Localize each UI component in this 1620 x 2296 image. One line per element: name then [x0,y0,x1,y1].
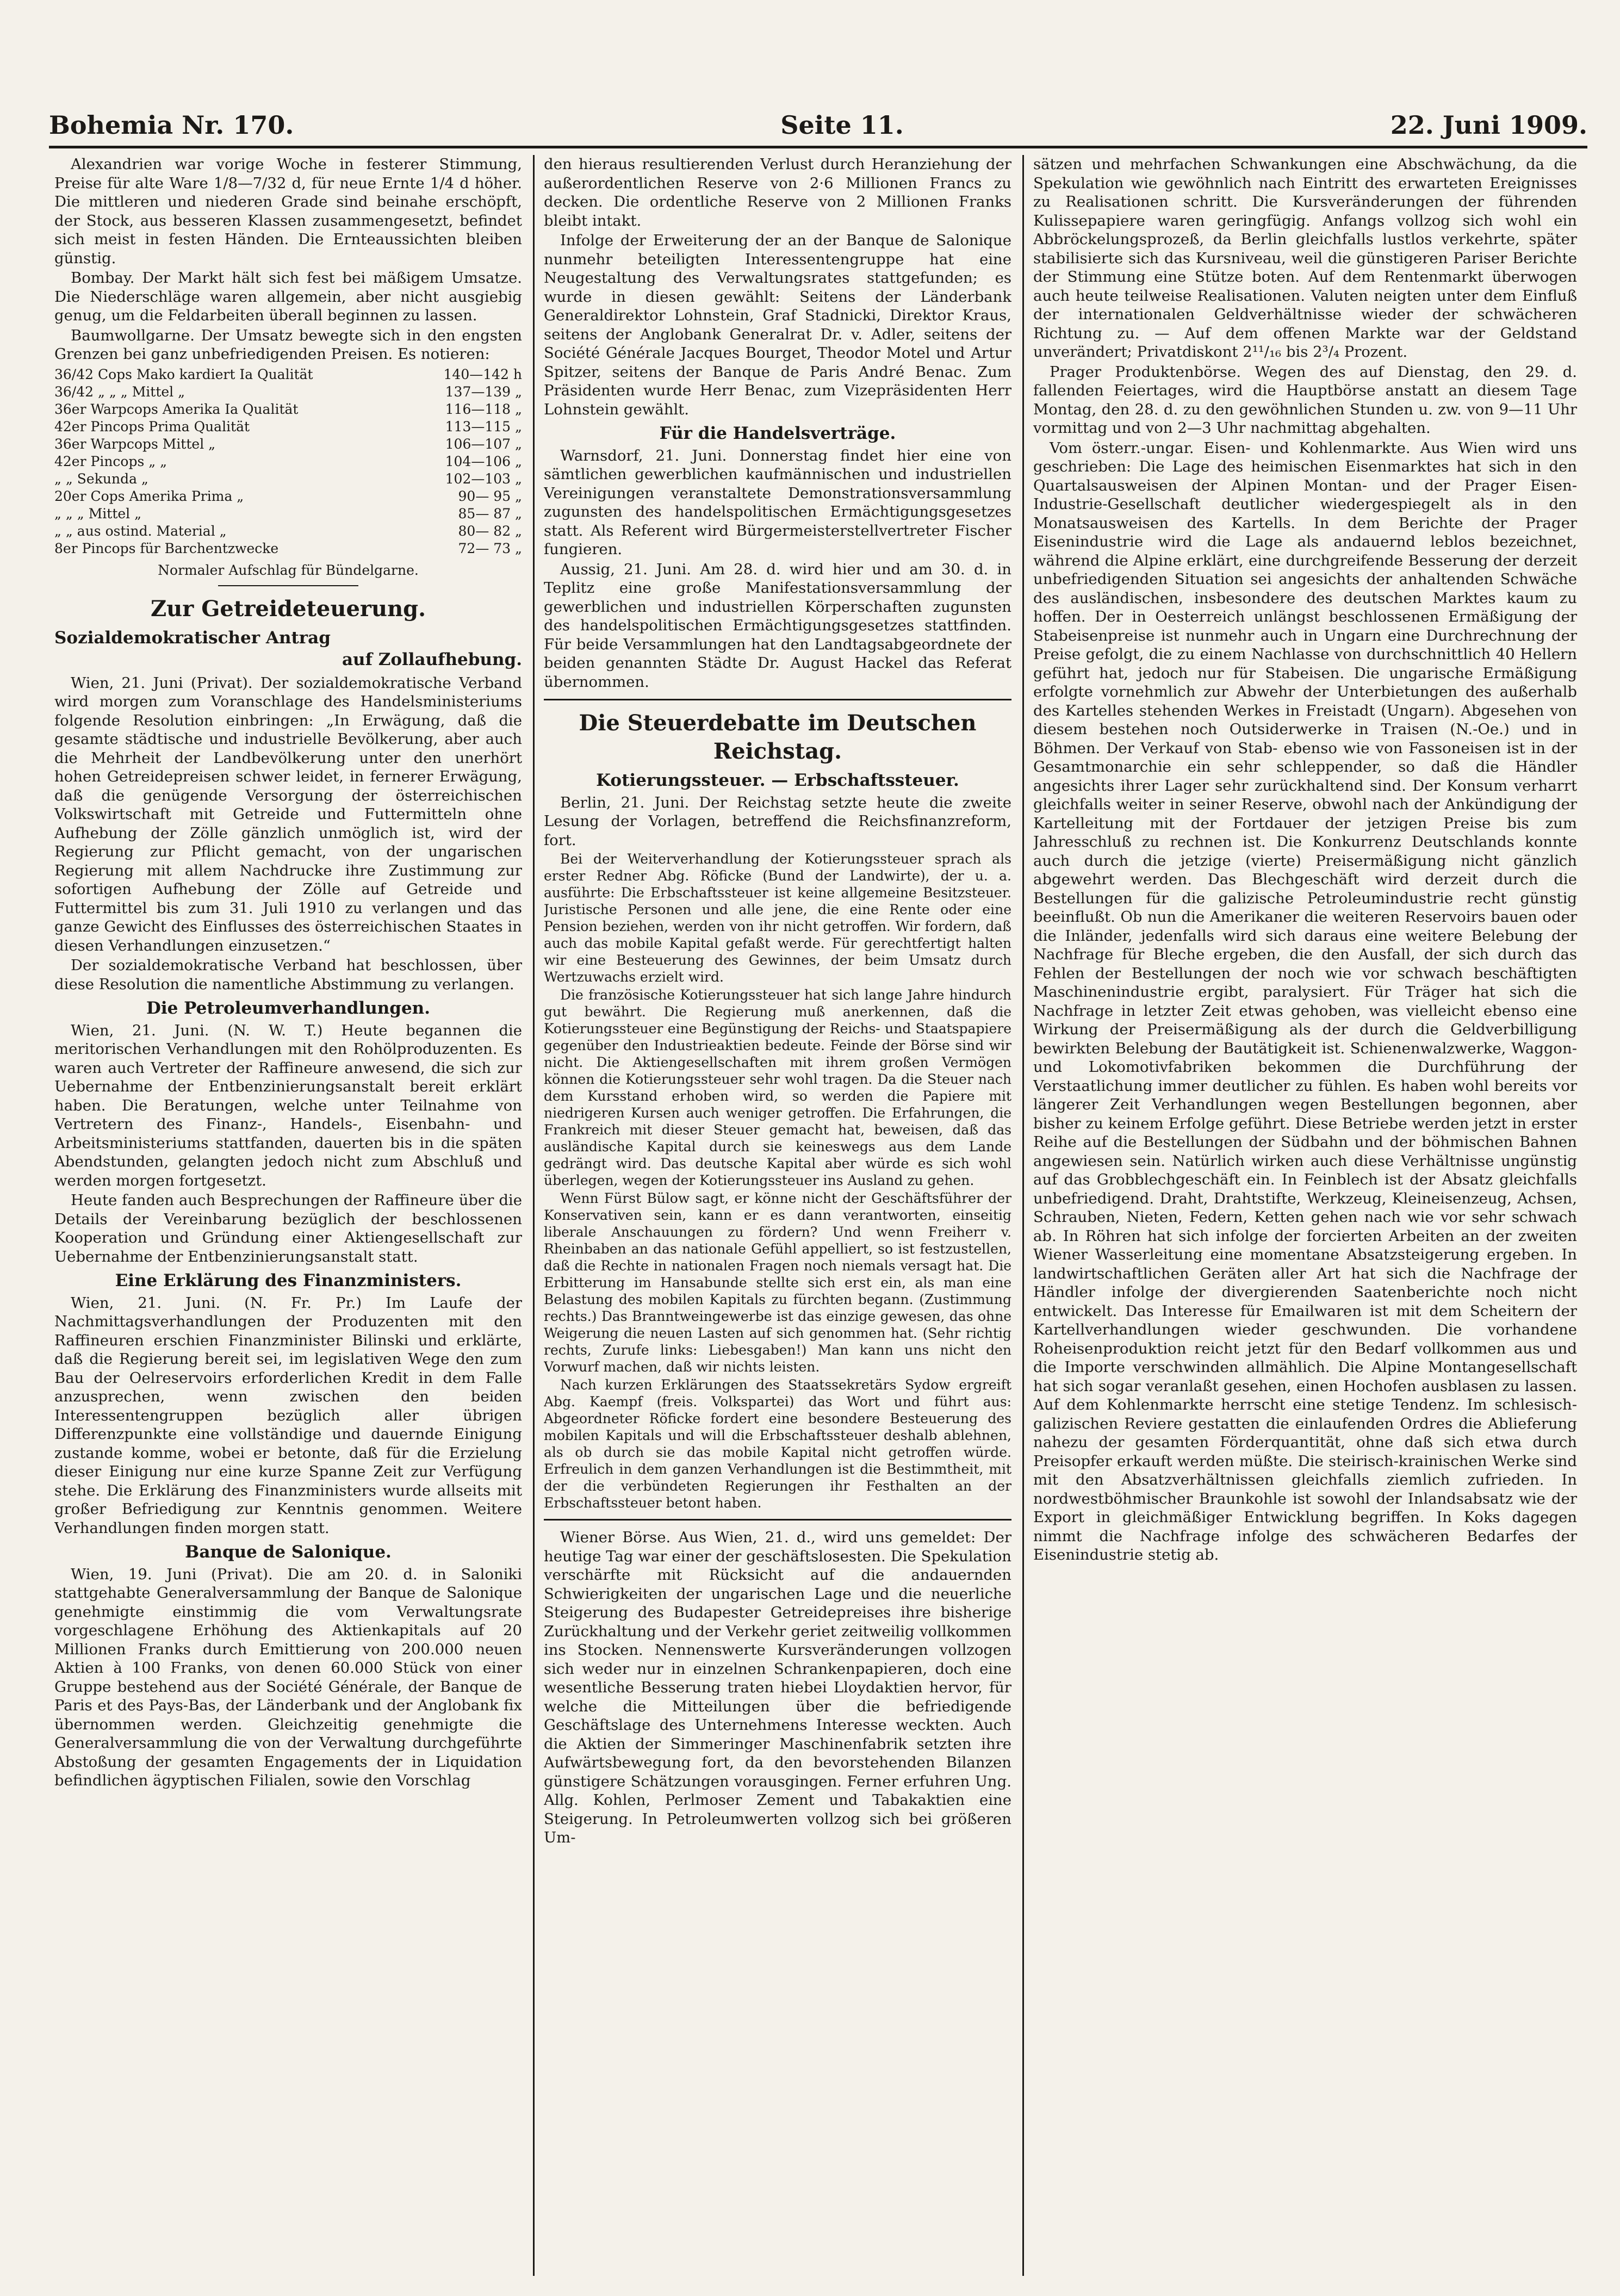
price-table [54,366,522,557]
column-1 [54,155,522,2287]
finance-minister-paragraph: Wien, 21. Juni. (N. Fr. Pr.) Im Laufe der Nachmittagsverhandlungen der Produzenten mit den Raffineuren erschien Finanzminister Bilinski und erklärte, daß die Regierung bereit sei, im legislativen Wege den zum Bau der Oelreservoirs erforderlichen Kredit in dem Falle anzusprechen, wenn zwischen den beiden Interessentengruppen bezüglich aller übrigen Differenzpunkte eine vollständige und dauernde Einigung zustande komme, wobei er betonte, daß für die Erzielung dieser Einigung nur eine kurze Spanne Zeit zur Verfügung stehe. Die Erklärung des Finanzministers wurde allseits mit großer Befriedigung zur Kenntnis genommen. Weitere Verhandlungen finden morgen statt. [54,1294,522,1537]
price-note: Normaler Aufschlag für Bündelgarne. [158,562,419,578]
price-row [54,453,522,470]
price-row [54,540,522,557]
price-value: 72— 73 „ [458,540,522,556]
bombay-paragraph: Bombay. Der Markt hält sich fest bei mäßigem Umsatze. Die Niederschläge waren allgemein, aber nicht ausgiebig genug, um die Feldarbeiten überall beginnen zu lassen. [54,269,522,324]
petroleum-paragraph-1: Wien, 21. Juni. (N. W. T.) Heute begannen die meritorischen Verhandlungen mit den Rohölproduzenten. Es waren auch Vertreter der Raffineure anwesend, die sich zur Uebernahme der Entbenzinierungsanstalt bereit erklärt haben. Die Beratungen, welche unter Teilnahme von Vertretern des Finanz-, Handels-, Eisenbahn- und Arbeitsministeriums stattfanden, dauerten bis in die späten Abendstunden, gelangten jedoch nicht zum Abschluß und werden morgen fortgesetzt. [54,1021,522,1189]
price-value: 85— 87 „ [458,505,522,522]
price-row [54,366,522,383]
price-value: 102—103 „ [445,470,522,487]
subheading-tariff: auf Zollaufhebung. [342,650,522,669]
aussig-paragraph: Aussig, 21. Juni. Am 28. d. wird hier und am 30. d. in Teplitz eine große Manifestationsversammlung der gewerblichen und industriellen Körperschaften zugunsten des handelspolitischen Ermächtigungsgesetzes stattfinden. Für beide Versammlungen hat den Landtagsabgeordnete der beiden genannten Städte Dr. August Hackel das Referat übernommen. [544,560,1011,691]
price-value: 80— 82 „ [458,523,522,539]
price-value: 113—115 „ [445,418,522,435]
price-row [54,436,522,453]
warnsdorf-paragraph: Warnsdorf, 21. Juni. Donnerstag findet hier eine von sämtlichen gewerblichen kaufmännischen und industriellen Vereinigungen veranstaltete Demonstrationsversammlung zugunsten des handelspolitischen Ermächtigungsgesetzes statt. Als Referent wird Bürgermeisterstellvertreter Fischer fungieren. [544,446,1011,558]
masthead [49,103,1587,147]
salonique-paragraph: Wien, 19. Juni (Privat). Die am 20. d. in Saloniki stattgehabte Generalversammlung der Banque de Salonique genehmigte einstimmig die vom Verwaltungsrate vorgeschlagene Erhöhung des Aktienkapitals auf 20 Millionen Franks durch Emittierung von 200.000 neuen Aktien à 100 Franks, von denen 60.000 Stück von einer Gruppe bestehend aus der Société Générale, der Banque de Paris et des Pays-Bas, der Länderbank und der Anglobank fix übernommen werden. Gleichzeitig genehmigte die Generalversammlung die von der Verwaltung durchgeführte Abstoßung der gesamten Engagements der in Liquidation befindlichen ägyptischen Filialen, sowie den Vorschlag [54,1565,522,1789]
price-value: 140—142 h [443,366,522,382]
column-divider-2 [1022,155,1024,2276]
header-issue: Bohemia Nr. 170. [49,110,294,140]
column-3 [1033,155,1577,2287]
price-item: „ „ Sekunda „ [54,470,148,487]
column-2 [544,155,1011,2287]
price-item: „ „ „ Mittel „ [54,505,142,522]
price-item: 36er Warpcops Amerika Ia Qualität [54,401,299,417]
price-item: „ „ aus ostind. Material „ [54,523,227,539]
price-row [54,383,522,401]
heading-petroleum: Die Petroleumverhandlungen. [146,998,431,1018]
price-item: 20er Cops Amerika Prima „ [54,488,244,504]
section-rule [544,699,1011,700]
heading-banque-salonique: Banque de Salonique. [185,1542,392,1562]
debate-paragraph-1: Bei der Weiterverhandlung der Kotierungssteuer sprach als erster Redner Abg. Röficke (Bund der Landwirte), der u. a. ausführte: Die Erbschaftssteuer ist keine allgemeine Besitzsteuer. Juristische Personen und alle jene, die eine Rente oder eine Pension beziehen, werden von ihr nicht getroffen. Wir fordern, daß auch das mobile Kapital gefaßt werde. Für gerechtfertigt halten wir eine Besteuerung des Gewinnes, der beim Umsatz durch Wertzuwachs erzielt wird. [544,851,1011,985]
price-value: 137—139 „ [445,383,522,400]
exchange-continued: sätzen und mehrfachen Schwankungen eine Abschwächung, da die Spekulation wie gewöhnlich nach Eintritt des erwarteten Ereignisses zu Realisationen schritt. Die Kursveränderungen der führenden Kulissepapiere waren geringfügig. Anfangs vollzog sich wohl ein Abbröckelungsprozeß, da Berlin gleichfalls lustlos verkehrte, später stabilisierte sich das Kursniveau, weil die günstigeren Pariser Berichte der Stimmung eine Stütze boten. Auf dem Rentenmarkt überwogen auch heute teilweise Realisationen. Valuten neigten unter dem Einfluß der internationalen Geldverhältnisse wieder der schwächeren Richtung zu. — Auf dem offenen Markte war der Geldstand unverändert; Privatdiskont 2¹¹/₁₆ bis 2³/₄ Prozent. [1033,156,1577,361]
subheading-motion: Sozialdemokratischer Antrag [54,628,331,648]
heading-finance-minister: Eine Erklärung des Finanzministers. [115,1271,462,1290]
price-item: 42er Pincops Prima Qualität [54,418,250,435]
subheading-taxes: Kotierungssteuer. — Erbschaftssteuer. [596,771,959,790]
salonique-continued: den hieraus resultierenden Verlust durch Heranziehung der außerordentlichen Reserve von 2·6 Millionen Francs zu decken. Die ordentliche Reserve von 2 Millionen Franks bleibt intakt. [544,156,1011,229]
heading-grain-prices: Zur Getreideteuerung. [150,595,426,622]
board-paragraph: Infolge der Erweiterung der an der Banque de Salonique nunmehr beteiligten Interessentengruppe hat eine Neugestaltung des Verwaltungsrates stattgefunden; es wurde in diesen gewählt: Seitens der Länderbank Generaldirektor Lohnstein, Graf Stadnicki, Direktor Kraus, seitens der Anglobank Generalrat Dr. v. Adler, seitens der Société Générale Jacques Bourget, Theodor Motel und Artur Spitzer, seitens der Banque de Paris André Benac. Zum Präsidenten wurde Herr Benac, zum Vizepräsidenten Herr Lohnstein gewählt. [544,232,1011,418]
vienna-exchange-paragraph: Wiener Börse. Aus Wien, 21. d., wird uns gemeldet: Der heutige Tag war einer der geschäftslosesten. Die Spekulation verschärfte mit Rücksicht auf die andauernden Schwierigkeiten der ungarischen Lage und die neuerliche Steigerung des Budapester Getreidepreises ihre bisherige Zurückhaltung und der Verkehr geriet zeitweilig vollkommen ins Stocken. Nennenswerte Kursveränderungen vollzogen sich weder nur in einzelnen Schrankenpapieren, doch eine wesentliche Besserung traten hiebei Lloydaktien hervor, für welche die Mitteilungen über die befriedigende Geschäftslage des Unternehmens Interesse weckten. Auch die Aktien der Simmeringer Maschinenfabrik setzten ihre Aufwärtsbewegung fort, da den bevorstehenden Bilanzen günstigere Schätzungen vorausgingen. Ferner erfuhren Ung. Allg. Kohlen, Perlmoser Zement und Tabakaktien eine Steigerung. In Petroleumwerten vollzog sich bei größeren Um- [544,1529,1011,1846]
heading-trade-treaties: Für die Handelsverträge. [659,424,896,443]
iron-coal-market-paragraph: Vom österr.-ungar. Eisen- und Kohlenmarkte. Aus Wien wird uns geschrieben: Die Lage des heimischen Eisenmarktes hat sich in den Quartalsausweisen der Alpinen Montan- und der Prager Eisen-Industrie-Gesellschaft deutlicher wiedergespiegelt als in den Monatsausweisen des Kartells. In dem Berichte der Prager Eisenindustrie wird die Lage als andauernd leblos bezeichnet, während die Alpine erklärt, eine durchgreifende Besserung der derzeit unbefriedigenden Situation sei angesichts der anhaltenden Schwäche des ausländischen, insbesondere des deutschen Marktes kaum zu hoffen. Der in Oesterreich unlängst beschlossenen Ermäßigung der Stabeisenpreise ist nunmehr auch in Ungarn eine Durchrechnung der Preise gefolgt, die zu einem Nachlasse von durchschnittlich 40 Hellern geführt hat, jedoch nur für Stabeisen. Die ungarische Ermäßigung erfolgte vornehmlich zur Abwehr der Unterbietungen des außerhalb des Kartelles stehenden Werkes in Freistadt (Ungarn). Abgesehen von diesem bestehen noch Outsiderwerke in Traisen (N.-Oe.) und in Böhmen. Der Verkauf von Stab- ebenso wie von Fassoneisen ist in der Gesamtmonarchie ein sehr schleppender, so daß die Händler angesichts ihrer Lager sehr zurückhaltend sind. Der Konsum verharrt gleichfalls weiter in seiner Reserve, obwohl nach der Ankündigung der Kartelleitung mit der Fortdauer der jetzigen Preise bis zum Jahresschluß zu rechnen ist. Die Konkurrenz Deutschlands konnte auch durch die jetzige (vierte) Preisermäßigung nicht gänzlich abgewehrt werden. Das Blechgeschäft wird derzeit durch die Bestellungen für die galizische Petroleumindustrie recht günstig beeinflußt. Ob nun die Amerikaner die weiteren Reservoirs bauen oder die Inländer, jedenfalls wird sich daraus eine weitere Belebung der Nachfrage für Bleche ergeben, die den Ausfall, der sich durch das Fehlen der Bestellungen der noch wie vor schwach beschäftigten Maschinenindustrie ergibt, paralysiert. Für Träger hat sich die Nachfrage in letzter Zeit etwas gehoben, was vielleicht ebenso eine Wirkung der Preisermäßigung als der durch die Geldverbilligung bewirkten Belebung der Bautätigkeit ist. Schienenwalzwerke, Waggon- und Lokomotivfabriken bekommen die Durchführung der Verstaatlichung immer deutlicher zu fühlen. Es haben wohl bereits vor längerer Zeit Verhandlungen wegen Bestellungen begonnen, aber bisher zu keinem Erfolge geführt. Diese Betriebe werden jetzt in erster Reihe auf die Bestellungen der Südbahn und der böhmischen Bahnen angewiesen sein. Natürlich wirken auch diese Verhältnisse ungünstig auf das Grobblechgeschäft ein. In Feinblech ist der Absatz gleichfalls unbefriedigend. Draht, Drahtstifte, Werkzeug, Kleineisenzeug, Achsen, Schrauben, Nieten, Federn, Ketten gehen nach wie vor sehr schwach ab. In Röhren hat sich infolge der forcierten Arbeiten an der zweiten Wiener Wasserleitung eine momentane Absatzsteigerung ergeben. In landwirtschaftlichen Geräten aller Art hat sich die Nachfrage der Händler infolge der divergierenden Saatenberichte noch nicht entwickelt. Das Interesse für Emailwaren ist mit dem Scheitern der Kartellverhandlungen wieder geschwunden. Die vorhandene Roheisenproduktion reicht jetzt für den Bedarf vollkommen aus und die Importe verschwinden allmählich. Die Alpine Montangesellschaft hat sich sogar veranlaßt gesehen, einen Hochofen ausblasen zu lassen. Auf dem Kohlenmarkte herrscht eine stetige Tendenz. Im schlesisch-galizischen Reviere gestatten die einlaufenden Ordres die Ablieferung nahezu der gesamten Förderquantität, ohne daß sich etwa durch Preisopfer erkauft werden müßte. Die steirisch-krainischen Werke sind mit den Absatzverhältnissen gleichfalls ziemlich zufrieden. In nordwestböhmischer Braunkohle ist sowohl der Inlandsabsatz wie der Export in gleichmäßiger Entwicklung begriffen. In Koks dagegen nimmt die Nachfrage infolge des schwächeren Bedarfes der Eisenindustrie stetig ab. [1033,439,1577,1563]
cotton-yarn-paragraph: Baumwollgarne. Der Umsatz bewegte sich in den engsten Grenzen bei ganz unbefriedigenden Preisen. Es notieren: [54,326,522,363]
debate-paragraph-4: Nach kurzen Erklärungen des Staatssekretärs Sydow ergreift Abg. Kaempf (freis. Volkspartei) das Wort und führt aus: Abgeordneter Röficke fordert eine besondere Besteuerung des mobilen Kapitals und will die Erbschaftssteuer deshalb ablehnen, als ob durch sie das mobile Kapital nicht getroffen würde. Erfreulich in dem ganzen Verhandlungen ist die Bestimmtheit, mit der die verbündeten Regierungen ihr Festhalten an der Erbschaftssteuer betont haben. [544,1377,1011,1511]
resolution-paragraph: Wien, 21. Juni (Privat). Der sozialdemokratische Verband wird morgen zum Voranschlage des Handelsministeriums folgende Resolution einbringen: „In Erwägung, daß die gesamte städtische und industrielle Bevölkerung, aber auch die Mehrheit der Landbevölkerung unter den unerhört hohen Getreidepreisen schwer leidet, in fernerer Erwägung, daß die genügende Versorgung der österreichischen Volkswirtschaft mit Getreide und Futtermitteln ohne Aufhebung der Zölle gänzlich unmöglich ist, wird der Regierung zur Pflicht gemacht, von der ungarischen Regierung mit allem Nachdrucke ihre Zustimmung zur sofortigen Aufhebung der Zölle auf Getreide und Futtermittel bis zum 31. Juli 1910 zu verlangen und das ganze Gewicht des Einflusses des österreichischen Staates in diesen Verhandlungen einzusetzen.“ [54,674,522,954]
price-item: 36/42 „ „ „ Mittel „ [54,383,185,400]
price-row [54,523,522,540]
price-value: 106—107 „ [445,436,522,452]
price-row [54,505,522,523]
price-row [54,418,522,436]
prague-exchange-paragraph: Prager Produktenbörse. Wegen des auf Dienstag, den 29. d. fallenden Feiertages, wird die Hauptbörse anstatt an diesem Tage Montag, den 28. d. zu den gewöhnlichen Stunden u. zw. von 9—11 Uhr vormittag und von 2—3 Uhr nachmittag abgehalten. [1033,363,1577,437]
masthead-rule [49,146,1587,148]
alexandria-paragraph: Alexandrien war vorige Woche in festerer Stimmung, Preise für alte Ware 1/8—7/32 d, für neue Ernte 1/4 d höher. Die mittleren und niederen Grade sind beinahe erschöpft, der Stock, aus besseren Klassen zusammengesetzt, befindet sich meist in festen Händen. Die Ernteaussichten bleiben günstig. [54,156,522,267]
price-value: 90— 95 „ [458,488,522,504]
price-row [54,470,522,488]
header-date: 22. Juni 1909. [1390,110,1587,140]
section-rule-2 [544,1519,1011,1521]
debate-paragraph-3: Wenn Fürst Bülow sagt, er könne nicht der Geschäftsführer der Konservativen sein, kann er es dann verantworten, einseitig liberale Anschauungen zu fördern? Und wenn Freiherr v. Rheinbaben an das nationale Gefühl appelliert, so ist festzustellen, daß die Rechte in nationalen Fragen noch niemals versagt hat. Die Erbitterung im Hansabunde stellte sich erst ein, als man eine Belastung des mobilen Kapitals zu fürchten begann. (Zustimmung rechts.) Das Branntweingewerbe ist das einzige gewesen, das ohne Weigerung die neuen Lasten auf sich genommen hat. (Sehr richtig rechts, Zurufe links: Liebesgaben!) Man kann uns nicht den Vorwurf machen, daß wir nichts leisten. [544,1190,1011,1375]
vote-paragraph: Der sozialdemokratische Verband hat beschlossen, über diese Resolution die namentliche Abstimmung zu verlangen. [54,957,522,993]
price-row [54,401,522,418]
price-item: 42er Pincops „ „ [54,453,167,469]
price-value: 116—118 „ [445,401,522,417]
price-item: 8er Pincops für Barchentzwecke [54,540,279,556]
debate-paragraph-2: Die französische Kotierungssteuer hat sich lange Jahre hindurch gut bewährt. Die Regierung muß anerkennen, daß die Kotierungssteuer eine Begünstigung der Reichs- und Staatspapiere gegenüber den Industrieaktien bedeute. Feinde der Börse sind wir nicht. Die Aktiengesellschaften mit ihrem großen Vermögen können die Kotierungssteuer sehr wohl tragen. Da die Steuer nach dem Kursstand erhoben wird, so werden die Papiere mit niedrigeren Kursen auch weniger getroffen. Die Erfahrungen, die Frankreich mit dieser Steuer gemacht hat, beweisen, daß das ausländische Kapital durch sie keineswegs aus dem Lande gedrängt wird. Das deutsche Kapital aber würde es sich wohl überlegen, wegen der Kotierungssteuer ins Ausland zu gehen. [544,987,1011,1188]
price-item: 36er Warpcops Mittel „ [54,436,216,452]
price-item: 36/42 Cops Mako kardiert Ia Qualität [54,366,313,382]
price-row [54,488,522,505]
berlin-paragraph: Berlin, 21. Juni. Der Reichstag setzte heute die zweite Lesung der Vorlagen, betreffend die Reichsfinanzreform, fort. [544,793,1011,849]
separator [218,585,358,586]
price-value: 104—106 „ [445,453,522,469]
column-divider-1 [533,155,535,2276]
petroleum-paragraph-2: Heute fanden auch Besprechungen der Raffineure über die Details der Vereinbarung bezüglich der beschlossenen Kooperation und Gründung einer Aktiengesellschaft zur Uebernahme der Entbenzinierungsanstalt statt. [54,1192,522,1265]
header-page-number: Seite 11. [780,110,904,140]
heading-tax-debate: Die Steuerdebatte im Deutschen Reichstag. [579,710,977,764]
